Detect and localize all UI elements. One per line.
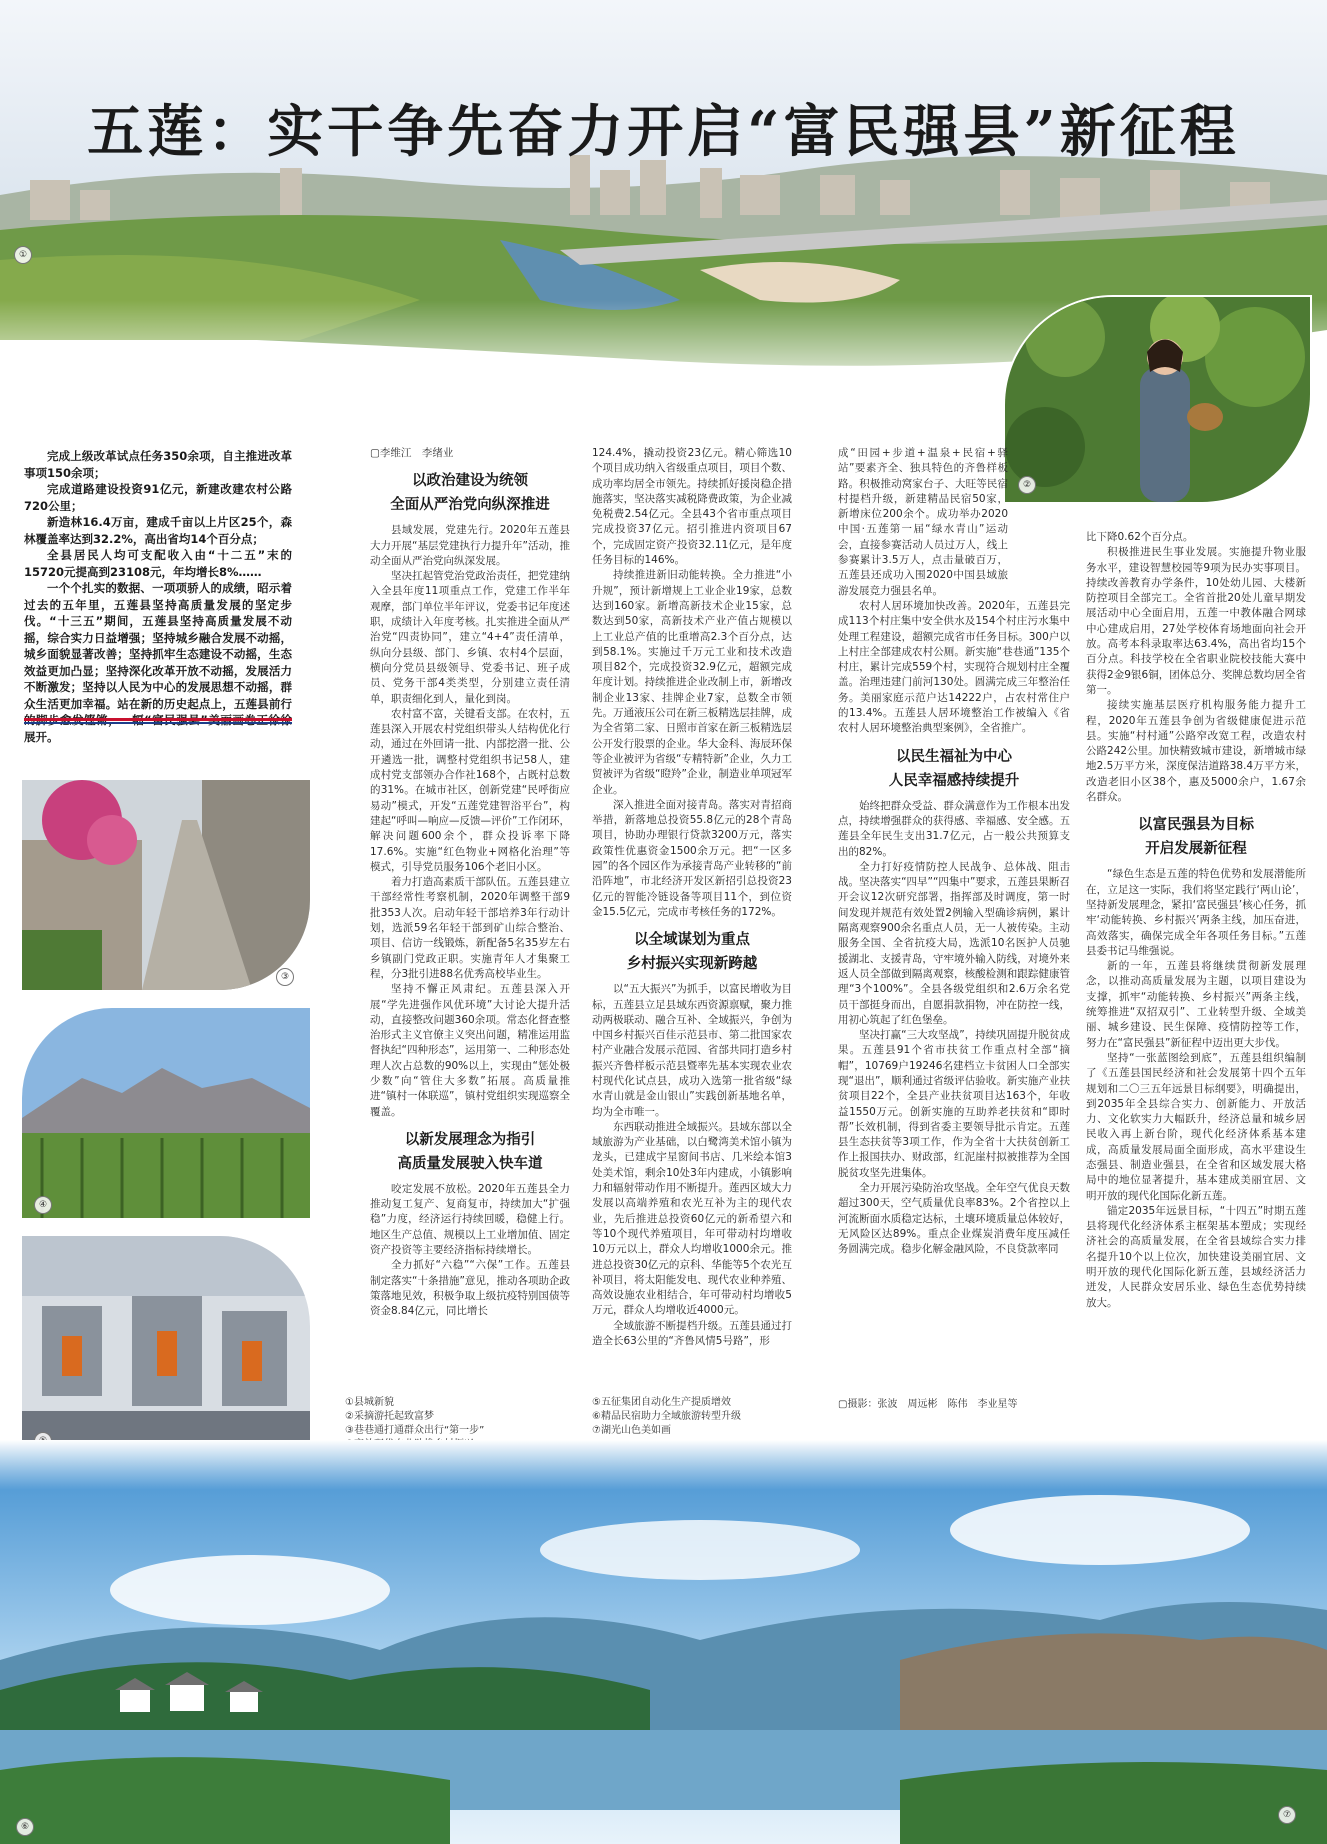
section2-heading (370, 1128, 570, 1176)
column-5 (1086, 530, 1306, 1311)
col4-p2: 农村人居环境加快改善。2020年，五莲县完成113个村庄集中安全供水及154个村庄污水集中处理工程建设，超额完成省市任务目标。300户以上村庄全部建成农村公厕。新实施“巷巷通”135个村庄，累计完成559个村，实现符合规划村庄全覆盖。治理违建门前河130处。圆满完成三年整治任务。美丽家庭示范户达14222户，占农村常住户的13.4%。五莲县人居环境整治工作被编入《省农村人居环境整治典型案例》，全省推广。 (838, 599, 1070, 735)
byline: ▢李维江 李绪业 (370, 447, 454, 459)
photo-factory-line (22, 1236, 310, 1454)
photo-label-6: ⑥ (16, 1818, 34, 1836)
section4-heading-line2: 人民幸福感持续提升 (888, 772, 1020, 789)
col5-p1: 比下降0.62个百分点。 (1086, 531, 1194, 543)
section1-heading-line2: 全面从严治党向纵深推进 (390, 497, 550, 514)
lead-p2: 完成道路建设投资91亿元，新建改建农村公路720公里； (24, 482, 292, 513)
col3-p5: 东西联动推进全域振兴。县域东部以全域旅游为产业基础，以白鹭湾美术馆小镇为龙头，已建成宇星窗间书店、几米绘本馆3处美术馆，剩余10处3年内建成，小镇影响力和辐射带动作用不断提升。莲西区域大力发展以高端养殖和农光互补为主的现代农业，先后推进总投资60亿元的新希望六和等10个现代养殖项目，年可带动村均增收10万元以上，群众人均增收1000余元。推进总投资30亿元的京科、华能等5个农光互补项目，将太阳能发电、现代农业种养殖、高效设施农业相结合，年可带动村均增收5万元，群众人均增收近4000元。 (592, 1120, 792, 1317)
col5-p3: 接续实施基层医疗机构服务能力提升工程，2020年五莲县争创为省级健康促进示范县。实施“村村通”公路窄改宽工程，改造农村公路242公里。加快精致城市建设，新增城市绿地2.5万平方米，深度保洁道路38.4万平方米，改造老旧小区38个，惠及5000余户，1.67余名群众。 (1086, 699, 1306, 804)
column-2 (370, 446, 570, 1320)
lead-p5: 一个个扎实的数据、一项项骄人的成绩，昭示着过去的五年里，五莲县坚持高质量发展的坚定步伐。“十三五”期间，五莲县坚持高质量发展不动摇，综合实力日益增强；坚持城乡融合发展不动摇，城乡面貌显著改善；坚持抓牢生态建设不动摇，生态效益更加凸显；坚持深化改革开放不动摇，发展活力不断激发；坚持以人民为中心的发展思想不动摇，群众生活更加幸福。站在新的历史起点上，五莲县前行 展开。 (24, 581, 292, 744)
col2-p6: 咬定发展不放松。2020年五莲县全力推动复工复产、复商复市，持续加大“扩强稳”力度，经济运行持续回暖，稳健上行。地区生产总值、规模以上工业增加值、固定资产投资等主要经济指标持续增长。 (370, 1182, 570, 1257)
col2-p4: 着力打造高素质干部队伍。五莲县建立干部经常性考察机制，2020年调整干部9批353人次。启动年轻干部培养3年行动计划，选派59名年轻干部到矿山综合整治、项目、信访一线锻炼，新配备5名35岁左右乡镇副门党政正职。实施青年人才集聚工程，分3批引进88名优秀高校毕业生。 (370, 876, 570, 980)
section5-heading-line1: 以富民强县为目标 (1138, 817, 1254, 834)
col2-p3: 农村富不富，关键看支部。在农村，五莲县深入开展农村党组织带头人结构优化行动，通过在外回请一批、内部挖潜一批、公开遴选一批，调整村党组织书记58人，建成村党支部领办合作社168个，占既村总数的31%。在城市社区，创新党建“民呼街应易动”模式，开发“五莲党建智浴平台”，构建起“呼叫—响应—反馈—评价”工作闭环，解决问题600余个，群众投诉率下降17.6%。实施“红色物业+网格化治理”等模式，引导党员服务106个老旧小区。 (370, 707, 570, 873)
col3-p1: 124.4%，撬动投资23亿元。精心筛选10个项目成功纳入省级重点项目，项目个数、成功率均居全市领先。持续抓好援岗稳企措施落实，坚决落实减税降费政策，为企业减免税费2.54亿元。全县43个省市重点项目完成投资37亿元。招引推进内资项目67个，完成固定资产投资32.11亿元，是年度任务目标的146%。 (592, 447, 792, 567)
col3-p6: 全域旅游不断提档升级。五莲县通过打造全长63公里的“齐鲁风情5号路”，形 (592, 1319, 792, 1348)
caption-6: ⑥精品民宿助力全域旅游转型升级 (592, 1411, 741, 1422)
col5-p2: 积极推进民生事业发展。实施提升物业服务水平，建设智慧校园等9项为民办实事项目。持续改善教育办学条件，10处幼儿园、大楼新防控项目全部完工。全省首批20处儿童早期发展活动中心全面启用，五莲一中教体融合网球中心建成启用，27处学校体育场地面向社会开放。高考本科录取率达63.4%，高出省均15个百分点。科技学校在全省职业院校技能大赛中获得2金9银6铜，团体总分、奖牌总数均居全省第一。 (1086, 546, 1306, 696)
section1-heading-line1: 以政治建设为统领 (412, 473, 528, 490)
section3-heading-line2: 乡村振兴实现新跨越 (626, 956, 758, 973)
photo-village-lane (22, 780, 310, 990)
photo-label-1: ① (14, 246, 32, 264)
col4-p4: 全力打好疫情防控人民战争、总体战、阻击战。坚决落实“四早”“四集中”要求，五莲县果断召开会议12次研究部署，指挥部及时调度，第一时间发现并规范有效处置2例输入型确诊病例，累计隔离观察900余名重点人员，无一人被传染。主动服务全国、全省抗疫大局，选派10名医护人员驰援湖北、支援青岛，守牢境外输入防线，对境外来返人员全部做到隔离观察，核酸检测和跟踪健康管理“3个100%”。全县各级党组织和2.6万余名党员干部挺身而出，自愿捐款捐物，冲在防控一线，用初心筑起了红色堡垒。 (838, 860, 1070, 1026)
col3-p4: 以“五大振兴”为抓手，以富民增收为目标，五莲县立足县域东西资源禀赋，聚力推动两极联动、融合互补、全域振兴，争创为中国乡村振兴百佳示范县市、第二批国家农村产业融合发展示范园、省部共同打造乡村振兴齐鲁样板示范县暨率先基本实现农业农村现代化试点县，成功入选第一批省级“绿水青山就是金山银山”实践创新基地名单，均为全市唯一。 (592, 983, 792, 1118)
col2-p5: 坚持不懈正风肃纪。五莲县深入开展“学先进强作风优环境”大讨论大提升活动，直接整改问题360余项。常态化督查整治形式主义官僚主义突出问题，精准运用监督执纪“四种形态”，运用第一、二种形态处理人次占总数的90%以上，实现由“惩处极少数”向“管住大多数”拓展。高质量推进“镇村一体联巡”，镇村党组织实现巡察全覆盖。 (370, 983, 570, 1118)
col4-p6: 全力开展污染防治攻坚战。全年空气优良天数超过300天，空气质量优良率83%。2个省控以上河流断面水质稳定达标，土壤环境质量总体较好，无风险区达89%。重点企业煤炭消费年度压减任务圆满完成。稳步化解金融风险，不良贷款率同 (838, 1182, 1070, 1256)
photo-credit: ▢摄影：张波 周远彬 陈伟 李业星等 (838, 1399, 1018, 1410)
col2-p2: 坚决扛起管党治党政治责任，把党建纳入全县年度11项重点工作，党建工作半年观摩，部门单位半年评议，党委书记年度述职，成绩计入年度考核。扎实推进全面从严治党“四责协同”，建立“4+4”责任清单，纵向分县级、部门、乡镇、农村4个层面，横向分党员县级领导、党委书记、班子成员、党务干部4类类型，分别建立责任清单，职责细化到人，量化到岗。 (370, 570, 570, 705)
photo-label-7: ⑦ (1278, 1806, 1296, 1824)
col5-p6: 坚持“一张蓝图绘到底”，五莲县组织编制了《五莲县国民经济和社会发展第十四个五年规划和二〇三五年远景目标纲要》，明确提出，到2035年全县综合实力、创新能力、开放活力、文化软实力大幅跃升，经济总量和城乡居民收入再上新台阶，现代化经济体系基本建成，高质量发展局面全面形成，高水平建设生态强县、制造业强县，在全省和区域发展大格局中的地位显著提升，基本建成美丽宜居、文明开放的现代化国际化新五莲。 (1086, 1051, 1306, 1202)
lead-p4: 全县居民人均可支配收入由“十二五”末的15720元提高到23108元，年均增长8%…… (24, 548, 292, 579)
col5-p7: 锚定2035年远景目标，“十四五”时期五莲县将现代化经济体系主框架基本塑成；实现经济社会的高质量发展，在全省县域综合实力排名提升10个以上位次，加快建设美丽宜居、文明开放的现代化国际化新五莲，县域经济活力迸发，人民群众安居乐业、绿色生态优势持续放大。 (1086, 1204, 1306, 1309)
col5-p4: “绿色生态是五莲的特色优势和发展潜能所在，立足这一实际，我们将坚定践行‘两山论’，坚持新发展理念，紧扣‘富民强县’核心任务，抓牢‘动能转换、乡村振兴’两条主线，加压奋进，高效落实，确保完成全年各项任务目标。”五莲县委书记马维强说。 (1086, 868, 1306, 957)
lead-p1: 完成上级改革试点任务350余项，自主推进改革事项150余项； (24, 449, 292, 480)
headline: 五莲：实干争先奋力开启“富民强县”新征程 (87, 99, 1240, 165)
divider-red (24, 718, 292, 721)
col4-p1: 成“田园+步道+温泉+民宿+驿站”要素齐全、独具特色的齐鲁样板路。积极推动窝家台子、大旺等民宿村提档升级，新建精品民宿50家，新增床位200余个。成功举办2020中国·五莲第一届“绿水青山”运动会，直接参赛活动人员过万人，线上参赛累计3.5万人，点击量破百万，五莲县还成功入围2020中国县域旅游发展竞力强县名单。 (838, 447, 1008, 597)
section3-heading-line1: 以全域谋划为重点 (634, 932, 750, 949)
col3-p3: 深入推进全面对接青岛。落实对青招商举措，新落地总投资55.8亿元的28个青岛项目，协助办理银行贷款3200万元，落实政策性优惠资金1500余万元。把“一区多园”的各个园区作为承接青岛产业转移的“前沿阵地”，市北经济开发区新招引总投资23亿元的智能冷链设备等项目11个，到位资金15.5亿元，完成市考核任务的172%。 (592, 798, 792, 918)
col4-p3: 始终把群众受益、群众满意作为工作根本出发点，持续增强群众的获得感、幸福感、安全感。五莲县全年民生支出31.7亿元，占一般公共预算支出的82%。 (838, 799, 1070, 858)
caption-5: ⑤五征集团自动化生产提质增效 (592, 1397, 731, 1408)
lead-block (24, 448, 292, 745)
photo-orchard-mountain (22, 1008, 310, 1218)
section1-heading (370, 469, 570, 517)
photo-lakeside-homestay (0, 1440, 1327, 1844)
section2-heading-line1: 以新发展理念为指引 (404, 1131, 536, 1148)
caption-2: ②采摘游托起致富梦 (345, 1411, 434, 1422)
photo-label-3: ③ (276, 968, 294, 986)
lead-p3: 新造林16.4万亩，建成千亩以上片区25个，森林覆盖率达到32.2%，高出省均14个百分点； (24, 515, 292, 546)
section2-heading-line2: 高质量发展驶入快车道 (397, 1155, 543, 1172)
column-4 (838, 446, 1070, 1258)
photo-label-4: ④ (34, 1196, 52, 1214)
section4-heading-line1: 以民生福祉为中心 (896, 748, 1012, 765)
divider-blue (24, 722, 292, 724)
col2-p7: 全力抓好“六稳”“六保”工作。五莲县制定落实“十条措施”意见，推动各项助企政策落地见效，积极争取上级抗疫特别国债等资金8.84亿元，同比增长 (370, 1259, 570, 1318)
caption-3: ③巷巷通打通群众出行“第一步” (345, 1425, 485, 1436)
column-3 (592, 446, 792, 1349)
section5-heading-line2: 开启发展新征程 (1145, 841, 1247, 858)
caption-1: ①县城新貌 (345, 1397, 394, 1408)
col5-p5: 新的一年，五莲县将继续贯彻新发展理念，以推动高质量发展为主题，以项目建设为支撑，抓牢“动能转换、乡村振兴”两条主线，统筹推进“双招双引”、工业转型升级、全域美丽、城乡建设、民生保障、疫情防控等工作，努力在“富民强县”新征程中迈出更大步伐。 (1086, 960, 1306, 1049)
photo-label-2: ② (1018, 476, 1036, 494)
caption-7: ⑦湖光山色美如画 (592, 1425, 671, 1436)
col3-p2: 持续推进新旧动能转换。全力推进“小升规”，预计新增规上工业企业19家，总数达到160家。新增高新技术企业15家，总数达到50家，高新技术产业产值占规模以上工业总产值的比重增高2.3个百分点，达到58.1%。实施过千万元工业和技术改造项目82个，完成投资32.9亿元，超额完成年度计划。持续推进企业改制上市，新增改制企业13家、挂牌企业7家，总数全市领先。万通液压公司在新三板精选层挂牌，成为全省第二家、日照市首家在新三板精选层公开发行股票的企业。华大金科、海辰环保等企业被评为省级“专精特新”企业，久力工贸被评为省级“瞪羚”企业，制造业单项冠军企业。 (592, 569, 792, 796)
captions-group-b (592, 1396, 822, 1438)
col2-p1: 县域发展，党建先行。2020年五莲县大力开展“基层党建执行力提升年”活动，推动全面从严治党向纵深发展。 (370, 524, 570, 567)
section4-heading (838, 745, 1070, 793)
section5-heading (1086, 813, 1306, 861)
col4-p5: 坚决打赢“三大攻坚战”，持续巩固提升脱贫成果。五莲县91个省市扶贫工作重点村全部“摘帽”，10769户19246名建档立卡贫困人口全部实现“退出”，顺利通过省级评估验收。新实施产业扶贫项目22个，全县产业扶贫项目达163个，年收益1550万元。创新实施的互助养老扶贫和“即时帮”长效机制，得到省委主要领导批示肯定。五莲县生态扶贫等3项工作，作为全省十大扶贫创新工作上报国扶办、财政部，红泥崖村拟被推荐为全国脱贫攻坚先进集体。 (838, 1029, 1070, 1179)
section3-heading (592, 928, 792, 976)
